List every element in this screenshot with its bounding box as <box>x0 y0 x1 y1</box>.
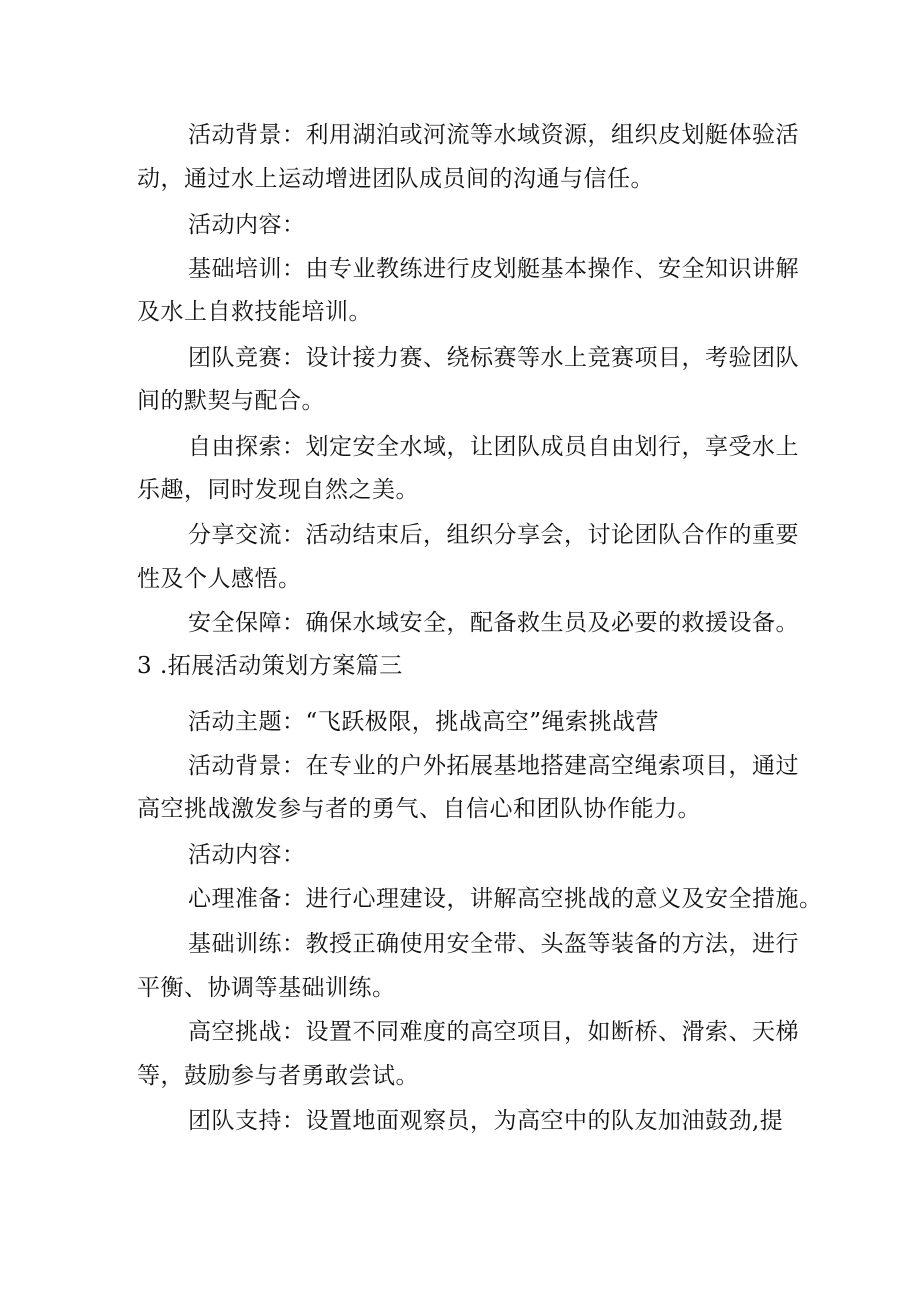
paragraph-line: 间的默契与配合。 <box>137 388 325 414</box>
paragraph-line: 安全保障：确保水域安全，配备救生员及必要的救援设备。 <box>188 610 799 636</box>
paragraph-line: 等，鼓励参与者勇敢尝试。 <box>137 1063 419 1089</box>
paragraph-line: 高空挑战：设置不同难度的高空项目，如断桥、滑索、天梯 <box>188 1019 799 1045</box>
paragraph-line: 团队竞赛：设计接力赛、绕标赛等水上竞赛项目，考验团队 <box>188 345 799 371</box>
paragraph-line: 自由探索：划定安全水域，让团队成员自由划行，享受水上 <box>188 434 799 460</box>
paragraph-line: 乐趣，同时发现自然之美。 <box>137 477 419 503</box>
paragraph-line: 活动背景：利用湖泊或河流等水域资源，组织皮划艇体验活 <box>188 122 799 148</box>
section-heading: 3 .拓展活动策划方案篇三 <box>137 653 403 679</box>
paragraph-line: 及水上自救技能培训。 <box>137 299 372 325</box>
paragraph-line: 平衡、协调等基础训练。 <box>137 975 396 1001</box>
paragraph-line: 基础训练：教授正确使用安全带、头盔等装备的方法，进行 <box>188 931 799 957</box>
paragraph-line: 性及个人感悟。 <box>137 566 302 592</box>
paragraph-line: 团队支持：设置地面观察员，为高空中的队友加油鼓劲,提 <box>188 1108 784 1134</box>
paragraph-line: 活动内容： <box>188 212 306 238</box>
paragraph-line: 活动主题：“飞跃极限，挑战高空”绳索挑战营 <box>188 709 660 735</box>
paragraph-line: 动，通过水上运动增进团队成员间的沟通与信任。 <box>137 166 654 192</box>
paragraph-line: 基础培训：由专业教练进行皮划艇基本操作、安全知识讲解 <box>188 256 799 282</box>
paragraph-line: 分享交流：活动结束后，组织分享会，讨论团队合作的重要 <box>188 522 799 548</box>
paragraph-line: 高空挑战激发参与者的勇气、自信心和团队协作能力。 <box>137 796 701 822</box>
paragraph-line: 活动内容： <box>188 842 306 868</box>
paragraph-line: 活动背景：在专业的户外拓展基地搭建高空绳索项目，通过 <box>188 753 799 779</box>
paragraph-line: 心理准备：进行心理建设，讲解高空挑战的意义及安全措施。 <box>188 886 823 912</box>
